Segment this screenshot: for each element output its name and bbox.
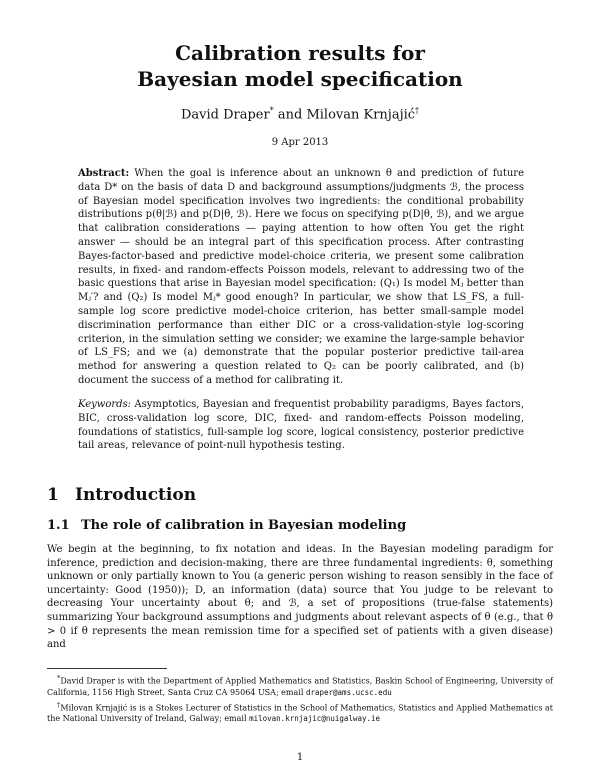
footnote-2-text: Milovan Krnjajić is is a Stokes Lecturer of Statistics in the School of Mathematics, Statistics and Applied Mathematics at the National University of Ireland, Galway; email (47, 703, 553, 724)
author-conjunction: and (277, 107, 303, 123)
author-1-mark: * (269, 106, 274, 115)
section-number: 1 (47, 485, 59, 505)
body-paragraph: We begin at the beginning, to fix notation and ideas. In the Bayesian modeling paradigm for inference, prediction and decision-making, there are three fundamental ingredients: θ, something unknown or only partially known to You (a generic person wishing to reason sensibly in the face of uncertainty: Good (1950)); D, an information (data) source that You judge to be relevant to decreasing Your uncertainty about θ; and ℬ, a set of propositions (true-false statements) summarizing Your background assumptions and judgments about relevant aspects of θ (e.g., that θ > 0 if θ represents the mean remission time for a specified set of patients with a given disease) and (47, 544, 553, 651)
footnote-1 (47, 673, 553, 698)
author-list (0, 106, 600, 122)
footnotes (47, 673, 553, 726)
footnote-2-email[interactable]: milovan.krnjajic@nuigalway.ie (249, 714, 381, 724)
page-number: 1 (296, 752, 304, 763)
title-line-1: Calibration results for (175, 41, 425, 65)
author-1: David Draper (180, 107, 270, 123)
keywords-label: Keywords: (78, 399, 132, 410)
footnote-2-mark: † (57, 700, 61, 709)
author-2-mark: † (415, 106, 420, 115)
section-title: Introduction (75, 485, 197, 505)
keywords-text: Asymptotics, Bayesian and frequentist probability paradigms, Bayes factors, BIC, cross-validation log score, DIC, fixed- and random-effects Poisson modeling, foundations of statistics, full-sample log score, logical consistency, posterior predictive tail areas, relevance of point-null hypothesis testing. (78, 399, 524, 452)
subsection-title: The role of calibration in Bayesian modeling (81, 518, 407, 533)
subsection-heading (47, 518, 547, 533)
keywords (78, 398, 524, 453)
footnote-rule (47, 668, 167, 669)
abstract-label: Abstract: (78, 168, 130, 179)
subsection-number: 1.1 (47, 518, 70, 533)
author-2: Milovan Krnjajić (306, 107, 416, 123)
footnote-2 (47, 700, 553, 725)
title-line-2: Bayesian model specification (137, 67, 463, 91)
abstract-text: When the goal is inference about an unknown θ and prediction of future data D* on the basis of data D and background assumptions/judgments ℬ, the process of Bayesian model specification involves two ingredients: the conditional probability distributions p(θ|ℬ) and p(D|θ, ℬ). Here we focus on specifying p(D|θ, ℬ), and we argue that calibration considerations — paying attention to how often You get the right answer — should be an integral part of this specification process. After contrasting Bayes-factor-based and predictive model-choice criteria, we present some calibration results, in fixed- and random-effects Poisson models, relevant to addressing two of the basic questions that arise in Bayesian model specification: (Q₁) Is model Mⱼ better than Mⱼ′? and (Q₂) Is model Mⱼ* good enough? In particular, we show that LS_FS, a full-sample log score predictive model-choice criterion, has better small-sample model discrimination performance than either DIC or a cross-validation-style log-scoring criterion, in the simulation setting we consider; we examine the large-sample behavior of LS_FS; and we (a) demonstrate that the popular posterior predictive tail-area method for answering a question related to Q₂ can be poorly calibrated, and (b) document the success of a method for calibrating it. (78, 168, 524, 386)
paper-title (0, 40, 600, 92)
footnote-1-mark: * (57, 674, 61, 682)
footnote-1-text: David Draper is with the Department of Applied Mathematics and Statistics, Baskin School of Engineering, University of California, 1156 High Street, Santa Cruz CA 95064 USA; email (47, 676, 553, 697)
abstract (78, 167, 524, 388)
paper-date: 9 Apr 2013 (271, 137, 329, 148)
section-heading (47, 485, 547, 505)
footnote-1-email[interactable]: draper@ams.ucsc.edu (305, 687, 392, 697)
